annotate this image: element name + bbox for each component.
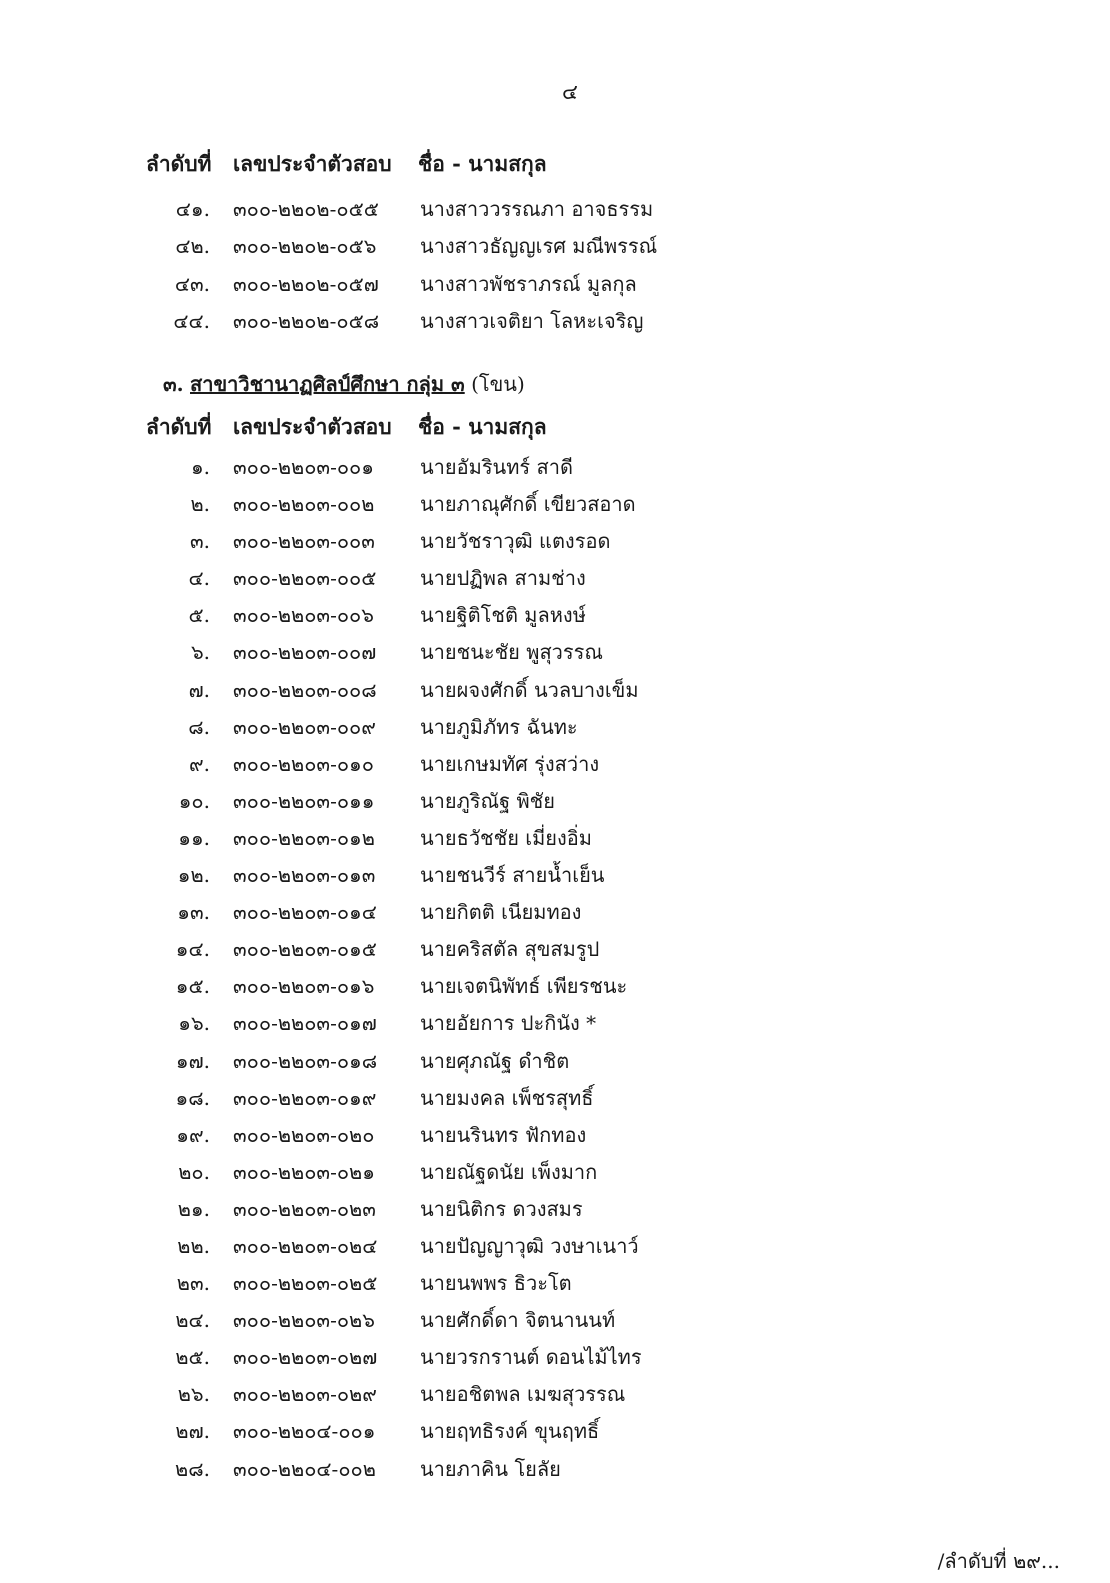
exam-id: ๓๐๐-๒๒๐๓-๐๑๕: [233, 937, 377, 962]
candidate-name: นายณัฐดนัย เพ็งมาก: [420, 1159, 598, 1184]
exam-id: ๓๐๐-๒๒๐๓-๐๐๓: [233, 529, 375, 554]
table-row: [0, 451, 1110, 488]
candidate-name: นายเกษมทัศ รุ่งสว่าง: [420, 751, 600, 776]
candidate-name: นายภาณุศักดิ์ เขียวสอาด: [420, 492, 636, 517]
order-number: ๔๑.: [175, 197, 210, 221]
table-row: [0, 525, 1110, 562]
order-number: ๑๔.: [175, 937, 210, 962]
candidate-name: นายภูริณัฐ พิชัย: [420, 788, 555, 813]
candidate-name: นายชนวีร์ สายน้ำเย็น: [420, 863, 605, 888]
table-row: [0, 636, 1110, 673]
exam-id: ๓๐๐-๒๒๐๓-๐๒๗: [233, 1345, 378, 1370]
exam-id: ๓๐๐-๒๒๐๓-๐๐๒: [233, 492, 375, 517]
order-number: ๑๑.: [178, 825, 210, 850]
exam-id: ๓๐๐-๒๒๐๓-๐๒๑: [233, 1159, 375, 1184]
section-note: (โขน): [471, 372, 525, 396]
table-row: [0, 1193, 1110, 1230]
candidate-name: นายฤทธิรงค์ ขุนฤทธิ์: [420, 1419, 600, 1444]
section-main-title: สาขาวิชานาฏศิลป์ศึกษา กลุ่ม ๓: [190, 372, 465, 396]
candidate-name: นายเจตนิพัทธ์ เพียรชนะ: [420, 974, 628, 999]
order-number: ๕.: [188, 603, 210, 628]
exam-id: ๓๐๐-๒๒๐๔-๐๐๒: [233, 1456, 376, 1481]
order-number: ๒๔.: [175, 1308, 210, 1333]
table-row: [0, 1230, 1110, 1267]
header-order-number: ลำดับที่: [146, 151, 212, 176]
candidate-name: นางสาวธัญญเรศ มณีพรรณ์: [420, 234, 658, 259]
table-row: [0, 305, 1110, 342]
order-number: ๙.: [188, 751, 210, 776]
table-row: [0, 268, 1110, 305]
exam-id: ๓๐๐-๒๒๐๓-๐๑๒: [233, 825, 375, 850]
table-row: [0, 896, 1110, 933]
exam-id: ๓๐๐-๒๒๐๓-๐๑๗: [233, 1011, 377, 1036]
candidate-name: นายกิตติ เนียมทอง: [420, 900, 582, 925]
order-number: ๑๘.: [175, 1085, 210, 1110]
candidate-name: นายนิติกร ดวงสมร: [420, 1196, 583, 1221]
candidate-name: นายผจงศักดิ์ นวลบางเข็ม: [420, 677, 639, 702]
exam-id: ๓๐๐-๒๒๐๓-๐๑๓: [233, 863, 376, 888]
exam-id: ๓๐๐-๒๒๐๓-๐๒๓: [233, 1196, 376, 1221]
exam-id: ๓๐๐-๒๒๐๓-๐๐๘: [233, 677, 377, 702]
table-row: [0, 193, 1110, 230]
order-number: ๓.: [189, 529, 210, 554]
table-row: [0, 599, 1110, 636]
table-row: [0, 1082, 1110, 1119]
order-number: ๔๓.: [174, 271, 210, 296]
header-exam-id: เลขประจำตัวสอบ: [233, 414, 392, 439]
candidate-name: นายชนะชัย พูสุวรรณ: [420, 640, 603, 665]
exam-id: ๓๐๐-๒๒๐๓-๐๐๑: [233, 455, 374, 479]
candidate-name: นายวัชราวุฒิ แตงรอด: [420, 529, 611, 554]
exam-id: ๓๐๐-๒๒๐๓-๐๑๖: [233, 974, 375, 999]
section-title: [163, 368, 525, 400]
candidate-name: นายปฏิพล สามช่าง: [420, 566, 586, 591]
order-number: ๒.: [190, 492, 210, 517]
order-number: ๔๔.: [173, 308, 210, 333]
order-number: ๑๐.: [178, 788, 210, 813]
header-exam-id: เลขประจำตัวสอบ: [233, 151, 392, 176]
table-row: [0, 1045, 1110, 1082]
candidate-list-2: [0, 451, 1110, 1490]
table-row: [0, 711, 1110, 748]
order-number: ๒๒.: [177, 1233, 210, 1258]
order-number: ๑๙.: [176, 1122, 210, 1147]
exam-id: ๓๐๐-๒๒๐๓-๐๑๑: [233, 788, 375, 813]
candidate-name: นางสาวพัชราภรณ์ มูลกุล: [420, 271, 637, 296]
order-number: ๑๒.: [177, 863, 210, 888]
exam-id: ๓๐๐-๒๒๐๒-๐๕๘: [233, 308, 380, 333]
order-number: ๒๕.: [175, 1345, 210, 1370]
order-number: ๒๑.: [177, 1196, 210, 1221]
order-number: ๒๐.: [178, 1159, 210, 1184]
order-number: ๑๕.: [175, 974, 210, 999]
table-row: [0, 1007, 1110, 1044]
order-number: ๑๗.: [175, 1048, 210, 1073]
table-row: [0, 674, 1110, 711]
page-number: ๔: [562, 80, 578, 104]
exam-id: ๓๐๐-๒๒๐๒-๐๕๗: [233, 271, 379, 296]
exam-id: ๓๐๐-๒๒๐๓-๐๑๙: [233, 1085, 377, 1110]
candidate-name: นายภาคิน โยลัย: [420, 1456, 561, 1481]
candidate-name: นายนรินทร ฟักทอง: [420, 1122, 587, 1147]
exam-id: ๓๐๐-๒๒๐๓-๐๐๖: [233, 603, 374, 628]
table-row: [0, 970, 1110, 1007]
exam-id: ๓๐๐-๒๒๐๓-๐๐๕: [233, 566, 377, 591]
table-header-1: [0, 148, 1110, 178]
order-number: ๗.: [188, 677, 210, 702]
candidate-name: นางสาวเจติยา โลหะเจริญ: [420, 308, 644, 333]
exam-id: ๓๐๐-๒๒๐๒-๐๕๖: [233, 234, 377, 259]
exam-id: ๓๐๐-๒๒๐๓-๐๒๖: [233, 1308, 375, 1333]
table-row: [0, 562, 1110, 599]
table-row: [0, 1341, 1110, 1378]
table-row: [0, 748, 1110, 785]
order-number: ๑๖.: [178, 1011, 210, 1036]
candidate-name: นายฐิติโชติ มูลหงษ์: [420, 603, 586, 628]
table-header-2: [0, 411, 1110, 441]
candidate-name: นายอัยการ ปะกินัง *: [420, 1011, 597, 1036]
order-number: ๑๓.: [177, 900, 210, 925]
header-full-name: ชื่อ - นามสกุล: [418, 151, 547, 176]
order-number: ๒๖.: [177, 1382, 210, 1407]
order-number: ๘.: [188, 714, 210, 739]
exam-id: ๓๐๐-๒๒๐๓-๐๒๔: [233, 1233, 378, 1258]
header-order-number: ลำดับที่: [146, 414, 212, 439]
candidate-name: นายปัญญาวุฒิ วงษาเนาว์: [420, 1233, 639, 1258]
table-row: [0, 822, 1110, 859]
candidate-name: นายธวัชชัย เมี่ยงอิ่ม: [420, 825, 592, 850]
candidate-name: นายภูมิภัทร ฉันทะ: [420, 714, 578, 739]
candidate-list-1: [0, 193, 1110, 342]
candidate-name: นายวรกรานต์ ดอนไม้ไทร: [420, 1345, 642, 1370]
exam-id: ๓๐๐-๒๒๐๓-๐๑๐: [233, 751, 374, 776]
exam-id: ๓๐๐-๒๒๐๓-๐๒๐: [233, 1122, 375, 1147]
exam-id: ๓๐๐-๒๒๐๓-๐๐๙: [233, 714, 376, 739]
exam-id: ๓๐๐-๒๒๐๓-๐๒๕: [233, 1271, 378, 1296]
table-row: [0, 1156, 1110, 1193]
candidate-name: นางสาววรรณภา อาจธรรม: [420, 197, 654, 221]
table-row: [0, 1119, 1110, 1156]
table-row: [0, 1267, 1110, 1304]
candidate-name: นายอชิตพล เมฆสุวรรณ: [420, 1382, 626, 1407]
order-number: ๖.: [190, 640, 210, 665]
candidate-name: นายศักดิ์ดา จิตนานนท์: [420, 1308, 616, 1333]
table-row: [0, 1304, 1110, 1341]
section-number: ๓.: [163, 372, 184, 396]
exam-id: ๓๐๐-๒๒๐๓-๐๐๗: [233, 640, 377, 665]
exam-id: ๓๐๐-๒๒๐๔-๐๐๑: [233, 1419, 376, 1444]
continuation-note: /ลำดับที่ ๒๙...: [937, 1549, 1060, 1573]
order-number: ๒๘.: [175, 1456, 210, 1481]
table-row: [0, 488, 1110, 525]
candidate-name: นายศุภณัฐ ดำชิต: [420, 1048, 570, 1073]
candidate-name: นายมงคล เพ็ชรสุทธิ์: [420, 1085, 594, 1110]
order-number: ๒๗.: [175, 1419, 210, 1444]
order-number: ๔๒.: [175, 234, 210, 259]
exam-id: ๓๐๐-๒๒๐๒-๐๕๕: [233, 197, 379, 221]
order-number: ๔.: [188, 566, 210, 591]
table-row: [0, 1415, 1110, 1452]
table-row: [0, 785, 1110, 822]
candidate-name: นายอัมรินทร์ สาดี: [420, 455, 573, 479]
exam-id: ๓๐๐-๒๒๐๓-๐๑๔: [233, 900, 377, 925]
order-number: ๒๓.: [176, 1271, 210, 1296]
table-row: [0, 1453, 1110, 1490]
table-row: [0, 933, 1110, 970]
candidate-name: นายคริสตัล สุขสมรูป: [420, 937, 600, 962]
exam-id: ๓๐๐-๒๒๐๓-๐๒๙: [233, 1382, 377, 1407]
table-row: [0, 230, 1110, 267]
exam-id: ๓๐๐-๒๒๐๓-๐๑๘: [233, 1048, 378, 1073]
order-number: ๑.: [190, 455, 210, 479]
table-row: [0, 1378, 1110, 1415]
header-full-name: ชื่อ - นามสกุล: [418, 414, 547, 439]
table-row: [0, 859, 1110, 896]
candidate-name: นายนพพร ธิวะโต: [420, 1271, 572, 1296]
